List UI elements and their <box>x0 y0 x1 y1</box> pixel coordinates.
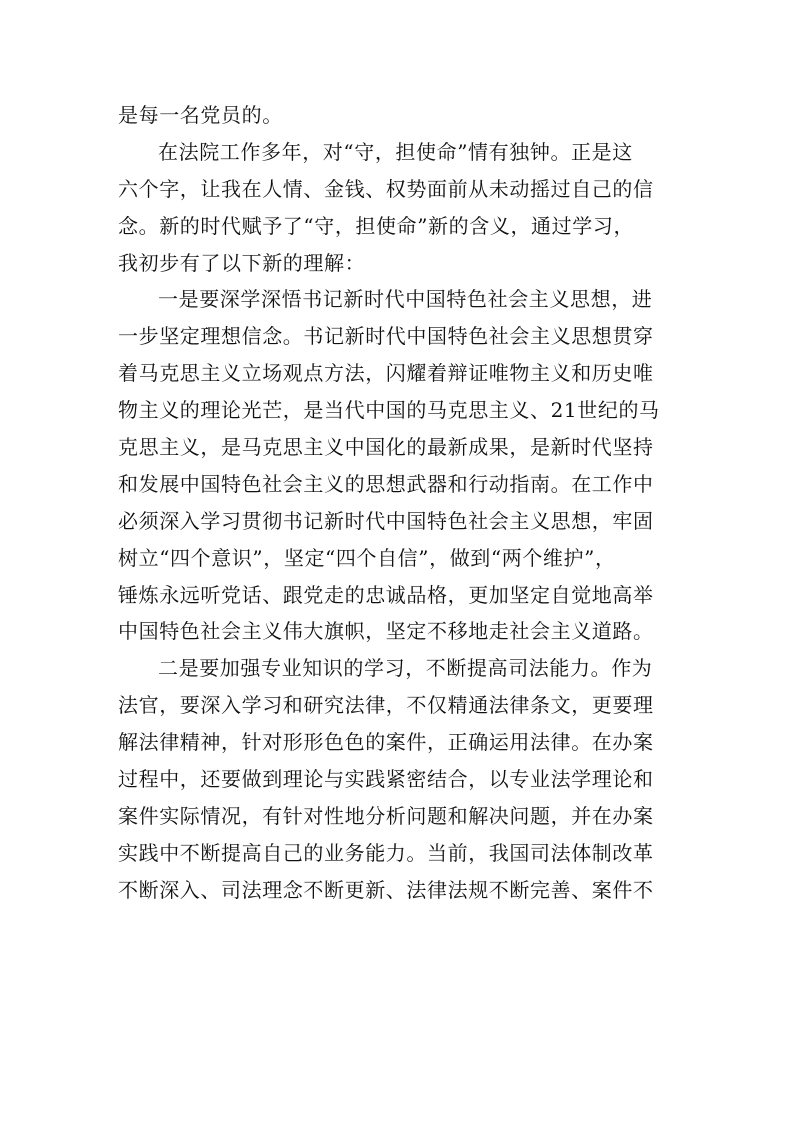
text-line: 锤炼永远听党话、跟党走的忠诚品格，更加坚定自觉地高举 <box>118 582 654 607</box>
text-line: 是每一名党员的。 <box>118 103 283 127</box>
text-line: 和发展中国特色社会主义的思想武器和行动指南。在工作中 <box>118 471 654 496</box>
text-line: 二是要加强专业知识的学习，不断提高司法能力。作为 <box>158 656 653 681</box>
text-line: 物主义的理论光芒，是当代中国的马克思主义、21世纪的马 <box>118 398 660 423</box>
text-line: 树立“四个意识”，坚定“四个自信”，做到“两个维护”， <box>118 545 616 570</box>
text-line: 念。新的时代赋予了“守，担使命”新的含义，通过学习， <box>118 213 635 238</box>
text-line: 克思主义，是马克思主义中国化的最新成果，是新时代坚持 <box>118 435 654 460</box>
text-line: 在法院工作多年，对“守，担使命”情有独钟。正是这 <box>158 139 633 164</box>
text-line: 实践中不断提高自己的业务能力。当前，我国司法体制改革 <box>118 840 654 865</box>
text-line: 中国特色社会主义伟大旗帜，坚定不移地走社会主义道路。 <box>118 619 654 644</box>
text-line: 着马克思主义立场观点方法，闪耀着辩证唯物主义和历史唯 <box>118 361 654 386</box>
text-line: 六个字，让我在人情、金钱、权势面前从未动摇过自己的信 <box>118 176 654 201</box>
text-line: 过程中，还要做到理论与实践紧密结合，以专业法学理论和 <box>118 767 654 792</box>
text-line: 一是要深学深悟书记新时代中国特色社会主义思想，进 <box>158 287 653 312</box>
text-line: 我初步有了以下新的理解： <box>118 250 366 275</box>
text-line: 案件实际情况，有针对性地分析问题和解决问题，并在办案 <box>118 803 654 828</box>
text-line: 一步坚定理想信念。书记新时代中国特色社会主义思想贯穿 <box>118 324 654 349</box>
text-line: 解法律精神，针对形形色色的案件，正确运用法律。在办案 <box>118 730 654 755</box>
text-line: 不断深入、司法理念不断更新、法律法规不断完善、案件不 <box>118 877 654 902</box>
document-body <box>118 97 688 909</box>
text-line: 必须深入学习贯彻书记新时代中国特色社会主义思想，牢固 <box>118 508 654 533</box>
text-line: 法官，要深入学习和研究法律，不仅精通法律条文，更要理 <box>118 693 654 718</box>
